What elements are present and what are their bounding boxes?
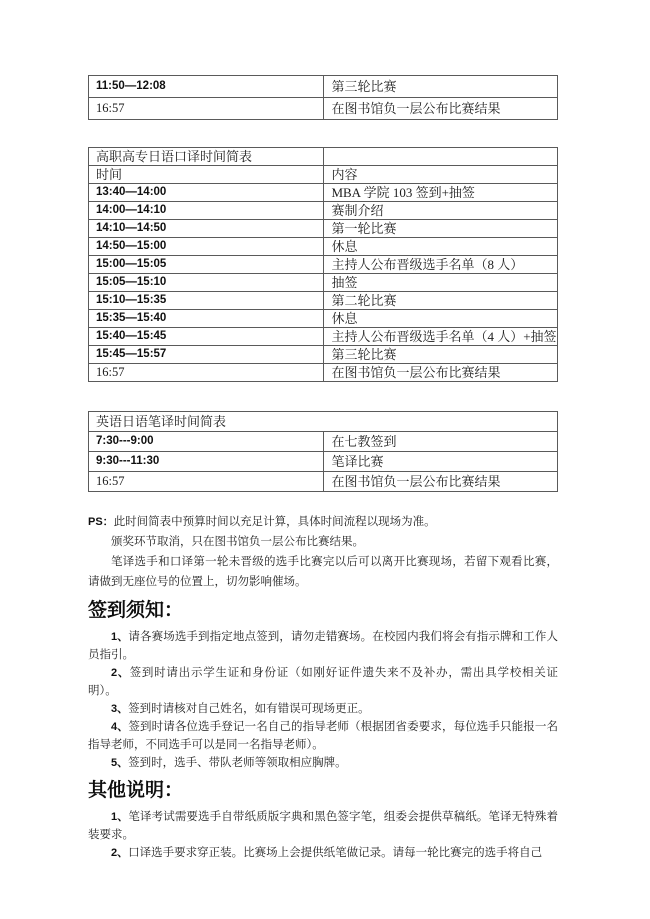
empty-cell [324, 148, 558, 166]
time-cell: 15:35—15:40 [89, 310, 324, 328]
content-cell: 赛制介绍 [324, 202, 558, 220]
table-title-row [89, 148, 558, 166]
ps-text: 此时间简表中预算时间以充足计算，具体时间流程以现场为准。 [113, 516, 436, 528]
item-text: 口译选手要求穿正装。比赛场上会提供纸笔做记录。请每一轮比赛完的选手将自己 [128, 847, 543, 859]
table-row [89, 452, 558, 472]
content-cell: 主持人公布晋级选手名单（4 人）+抽签 [324, 328, 558, 346]
table-row [89, 274, 558, 292]
content-header-cell: 内容 [324, 166, 558, 184]
list-item [88, 628, 558, 664]
table-row [89, 202, 558, 220]
list-item [88, 754, 558, 772]
time-cell: 16:57 [89, 98, 324, 120]
item-number: 5、 [111, 757, 129, 769]
content-cell: 休息 [324, 238, 558, 256]
item-number: 1、 [111, 631, 129, 643]
continuation-schedule-table [88, 75, 558, 120]
table-row [89, 292, 558, 310]
document-content [88, 0, 558, 862]
table-title-row [89, 412, 558, 432]
item-text: 签到时请出示学生证和身份证（如刚好证件遗失来不及补办，需出具学校相关证明）。 [88, 667, 558, 697]
time-cell: 15:00—15:05 [89, 256, 324, 274]
ps-note [88, 512, 558, 592]
checkin-notice-heading: 签到须知： [88, 600, 184, 621]
content-cell: 第三轮比赛 [324, 76, 558, 98]
table-row [89, 346, 558, 364]
list-item [88, 718, 558, 754]
time-cell: 13:40—14:00 [89, 184, 324, 202]
content-cell: 在图书馆负一层公布比赛结果 [324, 472, 558, 492]
table-row [89, 472, 558, 492]
content-cell: 笔译比赛 [324, 452, 558, 472]
time-cell: 16:57 [89, 364, 324, 382]
ps-line-3: 笔译选手和口译第一轮未晋级的选手比赛完以后可以离开比赛现场，若留下观看比赛，请做到无座位号的位置上，切勿影响催场。 [88, 556, 558, 588]
time-cell: 15:05—15:10 [89, 274, 324, 292]
table-row [89, 328, 558, 346]
item-text: 笔译考试需要选手自带纸质版字典和黑色签字笔，组委会提供草稿纸。笔译无特殊着装要求。 [88, 811, 558, 841]
time-cell: 9:30---11:30 [89, 452, 324, 472]
other-notes-list [88, 808, 558, 862]
ps-line-1 [88, 512, 558, 532]
content-cell: 第一轮比赛 [324, 220, 558, 238]
ps-line-2: 颁奖环节取消，只在图书馆负一层公布比赛结果。 [111, 536, 364, 548]
item-number: 4、 [111, 721, 129, 733]
table-row [89, 98, 558, 120]
time-cell: 15:45—15:57 [89, 346, 324, 364]
vocational-japanese-interpretation-schedule-table [88, 147, 558, 382]
time-cell: 14:00—14:10 [89, 202, 324, 220]
time-cell: 14:10—14:50 [89, 220, 324, 238]
time-cell: 15:10—15:35 [89, 292, 324, 310]
time-cell: 16:57 [89, 472, 324, 492]
time-cell: 15:40—15:45 [89, 328, 324, 346]
table-header-row [89, 166, 558, 184]
list-item [88, 808, 558, 844]
item-number: 2、 [111, 667, 130, 679]
table-row [89, 76, 558, 98]
ps-label: PS： [88, 516, 114, 528]
item-text: 签到时请核对自己姓名，如有错误可现场更正。 [128, 703, 370, 715]
item-text: 请各赛场选手到指定地点签到，请勿走错赛场。在校园内我们将会有指示牌和工作人员指引。 [88, 631, 558, 661]
table-row [89, 220, 558, 238]
other-notes-heading: 其他说明： [88, 780, 184, 801]
table-title-cell: 英语日语笔译时间简表 [89, 412, 558, 432]
time-cell: 7:30---9:00 [89, 432, 324, 452]
table-title-cell: 高职高专日语口译时间简表 [89, 148, 324, 166]
content-cell: 第二轮比赛 [324, 292, 558, 310]
table-row [89, 184, 558, 202]
table-row [89, 256, 558, 274]
table-row [89, 310, 558, 328]
item-text: 签到时，选手、带队老师等领取相应胸牌。 [128, 757, 347, 769]
content-cell: 主持人公布晋级选手名单（8 人） [324, 256, 558, 274]
list-item [88, 844, 558, 862]
content-cell: 抽签 [324, 274, 558, 292]
time-cell: 14:50—15:00 [89, 238, 324, 256]
list-item [88, 700, 558, 718]
time-cell: 11:50—12:08 [89, 76, 324, 98]
content-cell: MBA 学院 103 签到+抽签 [324, 184, 558, 202]
content-cell: 在图书馆负一层公布比赛结果 [324, 364, 558, 382]
table-row [89, 432, 558, 452]
time-header-cell: 时间 [89, 166, 324, 184]
translation-schedule-table [88, 411, 558, 492]
item-text: 签到时请各位选手登记一名自己的指导老师（根据团省委要求，每位选手只能报一名指导老师，不同选手可以是同一名指导老师）。 [88, 721, 558, 751]
content-cell: 在七教签到 [324, 432, 558, 452]
item-number: 3、 [111, 703, 129, 715]
table-row [89, 238, 558, 256]
content-cell: 第三轮比赛 [324, 346, 558, 364]
checkin-notice-list [88, 628, 558, 772]
item-number: 1、 [111, 811, 129, 823]
item-number: 2、 [111, 847, 129, 859]
content-cell: 在图书馆负一层公布比赛结果 [324, 98, 558, 120]
table-row [89, 364, 558, 382]
content-cell: 休息 [324, 310, 558, 328]
list-item [88, 664, 558, 700]
